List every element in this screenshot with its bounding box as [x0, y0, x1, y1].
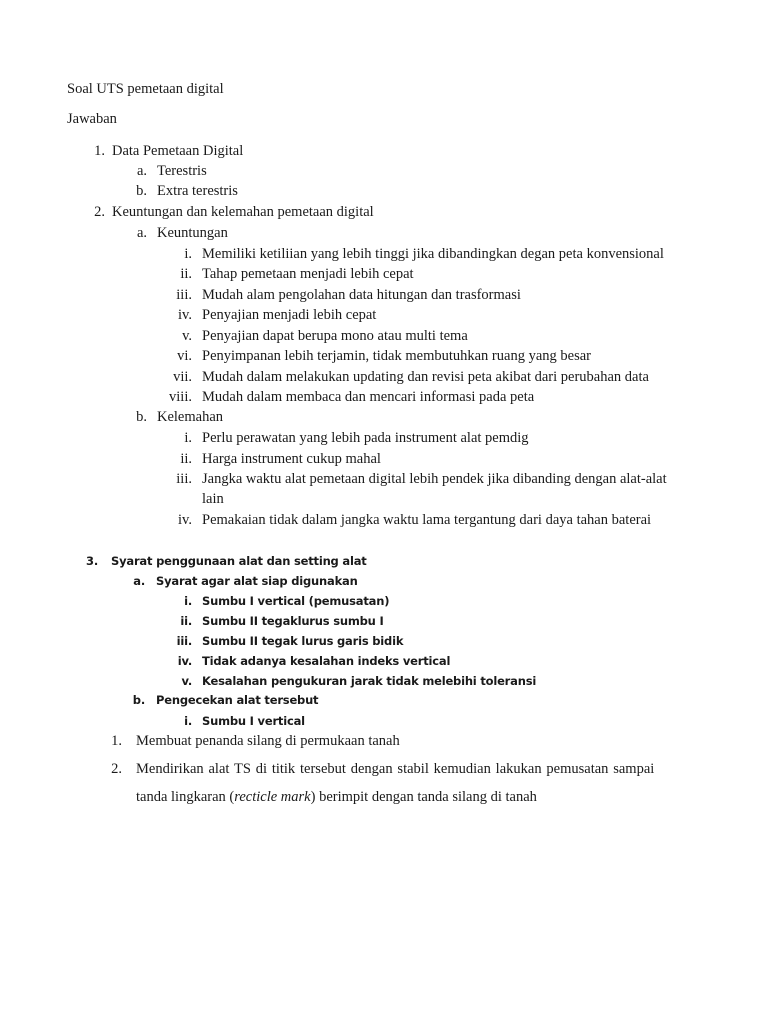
list-item-text: Mudah dalam membaca dan mencari informasi pada peta — [202, 389, 535, 405]
list-item-text: Tahap pemetaan menjadi lebih cepat — [202, 266, 414, 282]
list-item-text: Sumbu II tegak lurus garis bidik — [202, 634, 404, 648]
step-text: Membuat penanda silang di permukaan tanah — [136, 733, 400, 749]
question-text: Data Pemetaan Digital — [112, 143, 244, 159]
list-item-text: Sumbu II tegaklurus sumbu I — [202, 614, 384, 628]
list-marker: v. — [182, 328, 192, 344]
list-item-text: Kesalahan pengukuran jarak tidak melebihi toleransi — [202, 674, 537, 688]
list-marker: a. — [136, 163, 147, 179]
list-item-text: Sumbu I vertical — [202, 714, 305, 728]
list-marker: v. — [181, 674, 192, 688]
list-item-text: Memiliki ketiliian yang lebih tinggi jika dibandingkan degan peta konvensional — [202, 246, 664, 262]
list-item-text: Pemakaian tidak dalam jangka waktu lama tergantung dari daya tahan baterai — [202, 512, 652, 528]
list-marker: ii. — [180, 451, 192, 467]
sub-heading-text: Kelemahan — [157, 409, 224, 425]
list-marker: a. — [133, 574, 145, 588]
list-number: 3. — [86, 554, 98, 568]
sub-heading-text: Pengecekan alat tersebut — [156, 693, 319, 707]
answer-label: Jawaban — [67, 111, 117, 127]
list-marker: iv. — [178, 512, 192, 528]
list-marker: iv. — [178, 307, 192, 323]
list-item-text: Sumbu I vertical (pemusatan) — [202, 594, 390, 608]
list-item-text: Mudah dalam melakukan updating dan revisi peta akibat dari perubahan data — [202, 369, 649, 385]
list-item-text: Harga instrument cukup mahal — [202, 451, 381, 467]
list-marker: vi. — [177, 348, 192, 364]
list-marker: iii. — [176, 471, 192, 487]
document-title: Soal UTS pemetaan digital — [67, 81, 224, 97]
list-marker: i. — [184, 714, 192, 728]
list-marker: i. — [184, 430, 192, 446]
question-text: Syarat penggunaan alat dan setting alat — [111, 554, 367, 568]
step-text-pre: tanda lingkaran ( — [136, 789, 235, 805]
list-marker: ii. — [180, 266, 192, 282]
list-number: 2. — [94, 204, 105, 220]
list-marker: i. — [184, 246, 192, 262]
question-text: Keuntungan dan kelemahan pemetaan digital — [112, 204, 374, 220]
list-item-text: Penyajian menjadi lebih cepat — [202, 307, 377, 323]
list-item-continuation: lain — [202, 491, 224, 507]
step-text-post: ) berimpit dengan tanda silang di tanah — [310, 789, 537, 805]
list-marker: b. — [136, 183, 147, 199]
list-item-text: Tidak adanya kesalahan indeks vertical — [202, 654, 451, 668]
list-marker: b. — [136, 409, 147, 425]
list-item-text: Perlu perawatan yang lebih pada instrument alat pemdig — [202, 430, 529, 446]
list-item-text: Penyajian dapat berupa mono atau multi tema — [202, 328, 468, 344]
list-marker: iii. — [176, 634, 192, 648]
list-marker: viii. — [169, 389, 192, 405]
list-number: 2. — [111, 761, 122, 777]
list-item-text: Jangka waktu alat pemetaan digital lebih pendek jika dibanding dengan alat-alat — [202, 471, 667, 487]
sub-heading-text: Syarat agar alat siap digunakan — [156, 574, 358, 588]
list-item-text: Mudah alam pengolahan data hitungan dan trasformasi — [202, 287, 521, 303]
list-marker: b. — [132, 693, 145, 707]
step-2-continuation — [136, 788, 537, 806]
list-number: 1. — [94, 143, 105, 159]
list-item-text: Penyimpanan lebih terjamin, tidak membutuhkan ruang yang besar — [202, 348, 591, 364]
list-marker: iv. — [177, 654, 192, 668]
list-number: 1. — [111, 733, 122, 749]
list-marker: a. — [136, 225, 147, 241]
list-marker: iii. — [176, 287, 192, 303]
sub-heading-text: Keuntungan — [157, 225, 228, 241]
list-item-text: Terestris — [157, 163, 207, 179]
list-marker: i. — [184, 594, 192, 608]
step-text: Mendirikan alat TS di titik tersebut dengan stabil kemudian lakukan pemusatan sampai — [136, 761, 655, 777]
list-marker: vii. — [173, 369, 192, 385]
list-item-text: Extra terestris — [157, 183, 238, 199]
step-text-italic: recticle mark — [234, 789, 311, 805]
list-marker: ii. — [180, 614, 192, 628]
